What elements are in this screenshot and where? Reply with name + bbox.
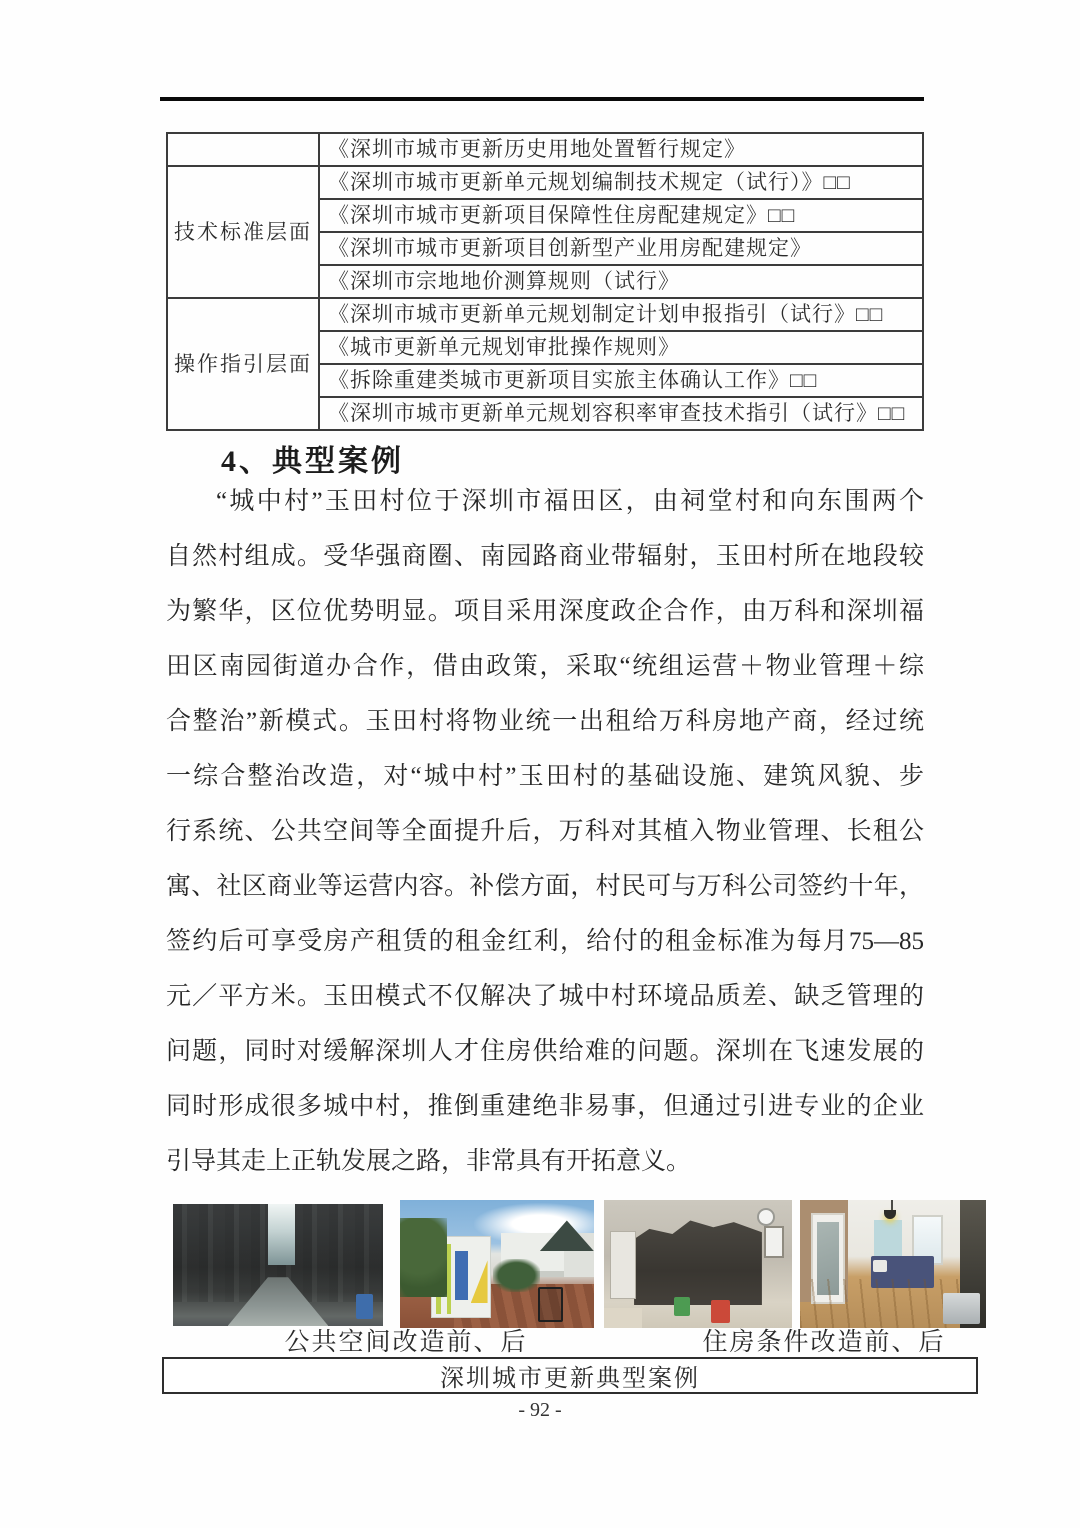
paragraph-line: 一综合整治改造，对“城中村”玉田村的基础设施、建筑风貌、步 (166, 763, 924, 790)
photo-public-space-after (400, 1200, 594, 1328)
alley-sky-slit (268, 1204, 295, 1265)
page-number: - 92 - (518, 1399, 562, 1421)
wire-chair (538, 1287, 563, 1322)
paragraph-line: 自然村组成。受华强商圈、南园路商业带辐射，玉田村所在地段较 (166, 543, 924, 570)
table-cell-policy: 《深圳市城市更新单元规划编制技术规定（试行）》□□ (319, 166, 923, 199)
mural-blue-panel (455, 1251, 468, 1300)
red-stool (711, 1300, 730, 1323)
paragraph-line: “城中村”玉田村位于深圳市福田区，由祠堂村和向东围两个 (216, 488, 924, 515)
photo-housing-before (604, 1200, 792, 1328)
table-cell-policy: 《深圳市城市更新项目创新型产业用房配建规定》 (319, 232, 923, 265)
alley-blue-object (356, 1294, 373, 1318)
wall-clock (757, 1208, 775, 1226)
table-cell-policy: 《深圳市宗地地价测算规则（试行》 (319, 265, 923, 298)
table-group-label-operational: 操作指引层面 (167, 298, 319, 430)
paragraph-line: 签约后可享受房产租赁的租金红利，给付的租金标准为每月75—85 (166, 928, 924, 955)
paragraph-line: 同时形成很多城中村，推倒重建绝非易事，但通过引进专业的企业 (166, 1093, 924, 1120)
table-row (167, 133, 923, 166)
foliage-center (493, 1259, 540, 1292)
table-cell-policy: 《拆除重建类城市更新项目实旅主体确认工作》□□ (319, 364, 923, 397)
paragraph-line: 元／平方米。玉田模式不仅解决了城中村环境品质差、缺乏管理的 (166, 983, 924, 1010)
figure-caption-public-space: 公共空间改造前、后 (284, 1329, 528, 1356)
table-cell-policy: 《深圳市城市更新单元规划制定计划申报指引（试行》□□ (319, 298, 923, 331)
table-group-label-technical: 技术标准层面 (167, 166, 319, 298)
foliage-left (400, 1218, 447, 1297)
table-cell-policy: 《深圳市城市更新项目保障性住房配建规定》□□ (319, 199, 923, 232)
accent-wall (874, 1220, 902, 1261)
room-floor (604, 1308, 642, 1328)
header-rule (160, 97, 924, 101)
body-paragraph (166, 474, 924, 1189)
table-cell-policy: 《深圳市城市更新单元规划容积率审查技术指引（试行》□□ (319, 397, 923, 430)
table-group-label-empty (167, 133, 319, 166)
picture-frame (764, 1226, 785, 1258)
paragraph-line: 引导其走上正轨发展之路，非常具有开拓意义。 (166, 1148, 692, 1175)
pillow (873, 1260, 887, 1273)
figure-caption-housing: 住房条件改造前、后 (702, 1329, 946, 1356)
green-stool (674, 1297, 691, 1316)
table-cell-policy: 《深圳市城市更新历史用地处置暂行规定》 (319, 133, 923, 166)
pendant-lamp (884, 1210, 896, 1219)
paragraph-line: 行系统、公共空间等全面提升后，万科对其植入物业管理、长租公 (166, 818, 924, 845)
table-row (167, 166, 923, 199)
paragraph-line: 为繁华，区位优势明显。项目采用深度政企合作，由万科和深圳福 (166, 598, 924, 625)
refrigerator (610, 1231, 636, 1300)
figure-table-caption: 深圳城市更新典型案例 (162, 1357, 978, 1394)
paragraph-line: 合整治”新模式。玉田村将物业统一出租给万科房地产商，经过统 (166, 708, 924, 735)
room-clutter (634, 1220, 762, 1304)
photo-public-space-before (173, 1204, 383, 1326)
photo-housing-after (800, 1200, 986, 1328)
mural-yellow-triangle (471, 1260, 488, 1303)
paragraph-line: 田区南园街道办合作，借由政策，采取“统组运营＋物业管理＋综 (166, 653, 924, 680)
table-cell-policy: 《城市更新单元规划审批操作规则》 (319, 331, 923, 364)
stainless-sink (943, 1293, 980, 1324)
section-heading: 4、典型案例 (221, 445, 404, 478)
table-row (167, 298, 923, 331)
policy-table (166, 132, 924, 431)
paragraph-line: 问题，同时对缓解深圳人才住房供给难的问题。深圳在飞速发展的 (166, 1038, 924, 1065)
paragraph-line: 寓、社区商业等运营内容。补偿方面，村民可与万科公司签约十年， (166, 873, 924, 900)
